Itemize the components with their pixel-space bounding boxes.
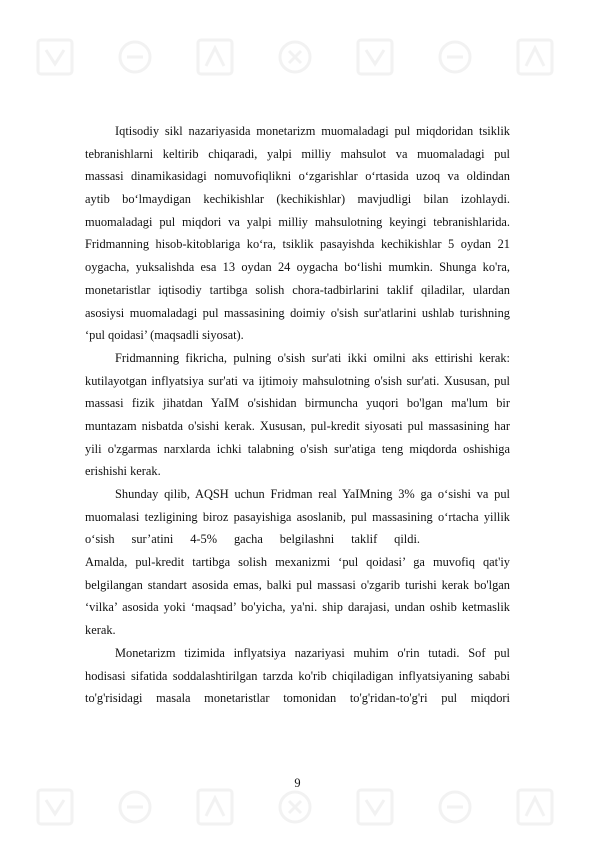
- text-line: to'g'risidagi masala monetaristlar tomonidan to'g'ridan-to'g'ri pul miqdori: [85, 691, 510, 706]
- text-line: kerak.: [85, 623, 116, 638]
- text-line: muomalasi tezligining biroz pasayishiga asoslanib, pul massasining o‘rtacha yillik: [85, 509, 510, 524]
- paragraph-3: [85, 483, 510, 642]
- paragraph-1: [85, 120, 510, 347]
- page-number: 9: [294, 776, 301, 790]
- text-line: kutilayotgan inflyatsiya sur'ati va ijtimoiy mahsulotning o'sish sur'ati. Xususan, pul: [85, 373, 510, 388]
- text-line: monetaristlar iqtisodiy tartibga solish chora-tadbirlarini taklif qiladilar, ulardan: [85, 282, 510, 297]
- text-line: muomaladagi pul miqdori va yalpi milliy mahsulotning keyingi tebranishlarida.: [85, 214, 510, 229]
- text-line: Iqtisodiy sikl nazariyasida monetarizm muomaladagi pul miqdoridan tsiklik: [115, 124, 510, 138]
- text-line: hodisasi sifatida soddalashtirilgan tarzda ko'rib chiqiladigan inflyatsiyaning sababi: [85, 668, 510, 683]
- text-line: ‘pul qoidasi’ (maqsadli siyosat).: [85, 328, 244, 343]
- text-line: Shunday qilib, AQSH uchun Fridman real YaIMning 3% ga o‘sishi va pul: [115, 487, 510, 501]
- text-line: muntazam nisbatda o'sishi kerak. Xususan, pul-kredit siyosati pul massasining har: [85, 418, 510, 433]
- text-line: oygacha, yuksalishda esa 13 oydan 24 oygacha bo‘lishi mumkin. Shunga ko'ra,: [85, 260, 510, 275]
- text-line: Fridmanning hisob-kitoblariga ko‘ra, tsiklik pasayishda kechikishlar 5 oydan 21: [85, 237, 510, 252]
- text-line: massasi fizik jihatdan YaIM o'sishidan birmuncha yuqori bo'lgan ma'lum bir: [85, 396, 510, 411]
- body-text: [85, 120, 510, 710]
- text-line: Fridmanning fikricha, pulning o'sish sur'ati ikki omilni aks ettirishi kerak:: [115, 350, 510, 365]
- text-line: Monetarizm tizimida inflyatsiya nazariyasi muhim o'rin tutadi. Sof pul: [115, 645, 510, 660]
- text-line: yili o'zgarmas narxlarda ichki talabning o'sish sur'atiga teng miqdorda oshishiga: [85, 441, 510, 456]
- text-line: Amalda, pul-kredit tartibga solish mexanizmi ‘pul qoidasi’ ga muvofiq qat'iy: [85, 555, 510, 570]
- text-line: erishishi kerak.: [85, 464, 161, 479]
- paragraph-4: [85, 642, 510, 710]
- text-line: aytib bo‘lmaydigan kechikishlar (kechikishlar) mavjudligi bilan izohlaydi.: [85, 192, 510, 207]
- text-line: tebranishlarni keltirib chiqaradi, yalpi milliy mahsulot va muomaladagi pul: [85, 146, 510, 161]
- text-line: o‘sish sur’atini 4-5% gacha belgilashni taklif qildi.: [85, 532, 420, 547]
- text-line: massasi dinamikasidagi nomuvofiqlikni o‘zgarishlar o‘rtasida uzoq va oldindan: [85, 169, 510, 184]
- paragraph-2: [85, 347, 510, 483]
- text-line: asosiysi muomaladagi pul massasining doimiy o'sish sur'atlarini ushlab turishning: [85, 305, 510, 320]
- text-line: belgilangan standart asosida emas, balki pul massasi o'zgarib turishi kerak bo'lgan: [85, 577, 510, 592]
- text-line: ‘vilka’ asosida yoki ‘maqsad’ bo'yicha, ya'ni. ship darajasi, undan oshib ketmaslik: [85, 600, 510, 615]
